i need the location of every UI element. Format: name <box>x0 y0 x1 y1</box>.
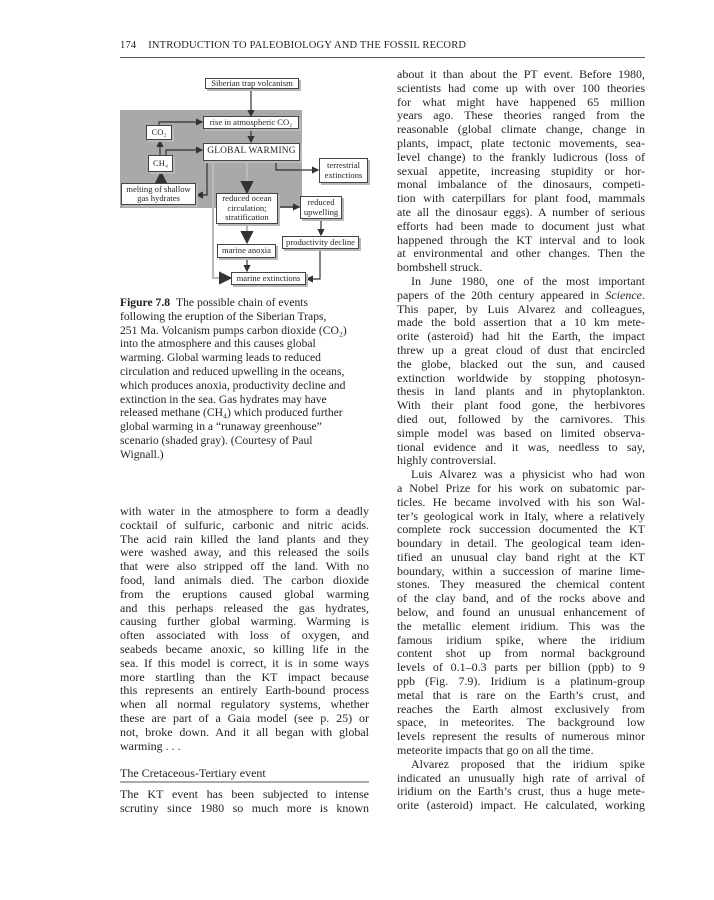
caption-line: 251 Ma. Volcanism pumps carbon dioxide (CO₂) <box>120 323 347 337</box>
text-line: died out, followed by the carnivores. This <box>397 411 645 426</box>
text-line: stones. They measured the chemical content <box>397 577 645 592</box>
text-line: ticles. He became involved with his son Wal- <box>397 494 645 509</box>
text-line: complete rock succession documented the KT <box>397 522 645 537</box>
text-line: ter’s geological work in Italy, where a relatively <box>397 508 645 523</box>
box-global-warming: GLOBAL WARMING <box>203 143 300 161</box>
text-line: and this perhaps released the gas hydrates, <box>120 600 369 615</box>
text-line: of the clay band, and of the rocks above and <box>397 591 645 606</box>
box-ch4: CH₄ <box>148 155 173 172</box>
text-line: not, broke down. And it all began with global <box>120 724 369 739</box>
text-line: from the eruptions caused global warming <box>120 586 369 601</box>
text-line: scientists had come up with over 100 theories <box>397 80 645 95</box>
text-line: at environmental and other changes. Then the <box>397 246 645 261</box>
figure-caption <box>120 296 375 462</box>
left-column-paragraph <box>120 505 369 753</box>
text-line: highly controversial. <box>397 453 497 468</box>
text-line: were washed away, and this released the soils <box>120 545 369 560</box>
text-line: with water in the atmosphere to form a deadly <box>120 504 369 518</box>
text-line: these are part of a Gaia model (see p. 25) or <box>120 710 369 725</box>
section-heading: The Cretaceous-Tertiary event <box>120 766 266 780</box>
text-line: the globe, blacked out the sun, and caused <box>397 356 645 371</box>
text-line: food, land animals died. The carbon dioxide <box>120 572 369 587</box>
text-line: causing further global warming. Warming is <box>120 614 369 629</box>
right-column <box>397 68 645 813</box>
text-line: warming . . . <box>120 738 181 753</box>
caption-line: released methane (CH₄) which produced further <box>120 406 343 420</box>
page-number: 174 <box>120 40 137 51</box>
left-column-paragraph-2 <box>120 788 369 816</box>
text-line: monal imbalance of the dinosaurs, competi- <box>397 177 645 192</box>
box-rise-in-co2: rise in atmospheric CO₂ <box>203 116 299 129</box>
caption-line: Wignall.) <box>120 447 164 461</box>
box-marine-extinctions: marine extinctions <box>231 272 306 285</box>
text-line: happened through the KT interval and to look <box>397 232 645 247</box>
text-line: more startling than the KT impact because <box>120 669 369 684</box>
text-line: threw up a great cloud of dust that encircled <box>397 342 645 357</box>
box-melting-gas-hydrates: melting of shallow gas hydrates <box>121 183 196 205</box>
text-line: made the bold assertion that a 10 km mete- <box>397 315 645 330</box>
text-line: tified an unusual clay band right at the KT <box>397 549 645 564</box>
caption-line <box>120 296 375 310</box>
text-line: iridium on the Earth’s crust, thus a huge mete- <box>397 784 645 799</box>
box-reduced-upwelling: reduced upwelling <box>300 196 342 219</box>
caption-text: The possible chain of events <box>176 296 309 309</box>
text-line: In June 1980, one of the most important <box>411 273 645 288</box>
text-line: plants, impact, plate tectonic movements, sea- <box>397 135 645 150</box>
caption-line: scenario (shaded gray). (Courtesy of Paul <box>120 433 313 447</box>
text-line: sea. If this model is correct, it is in some ways <box>120 655 369 670</box>
text-line: below, and found an unusual enhancement of <box>397 605 645 620</box>
running-title: INTRODUCTION TO PALEOBIOLOGY AND THE FOSSIL RECORD <box>148 40 467 51</box>
box-reduced-ocean-circulation: reduced ocean circulation; stratification <box>216 193 278 224</box>
box-marine-anoxia: marine anoxia <box>217 244 276 258</box>
text-line: reaches the Earth almost exclusively from <box>397 701 645 716</box>
section-heading-rule <box>120 781 369 783</box>
text-line: famous iridium spike, where the iridium <box>397 632 645 647</box>
caption-line: global warming in a “runaway greenhouse” <box>120 420 322 434</box>
caption-line: which produces anoxia, productivity decline and <box>120 378 346 392</box>
text-line: The KT event has been subjected to intense <box>120 787 369 801</box>
box-terrestrial-extinctions: terrestrial extinctions <box>319 158 368 183</box>
text-line: boundary, within a succession of marine lime- <box>397 563 645 578</box>
box-siberian-trap-volcanism: Siberian trap volcanism <box>205 78 299 89</box>
text-line: ppb (Fig. 7.9). Iridium is a platinum-group <box>397 674 645 689</box>
caption-line: circulation and reduced upwelling in the oceans, <box>120 364 345 378</box>
text-line: that were also stripped off the land. With no <box>120 559 369 574</box>
text-line: levels represent the results of numerous minor <box>397 729 645 744</box>
text-line: scrutiny since 1980 so much more is known <box>120 800 369 815</box>
text-line: Alvarez proposed that the iridium spike <box>411 756 645 771</box>
text-line: orite (asteroid) had hit the Earth, the impact <box>397 329 645 344</box>
box-co2: CO₂ <box>146 125 172 140</box>
text-line: content shot up from normal background <box>397 646 645 661</box>
arrow-warming-to-hydrates <box>197 161 207 195</box>
text-line: simple model was based on limited observa- <box>397 425 645 440</box>
arrow-warming-to-terrestrial <box>276 161 318 170</box>
caption-line: extinction in the sea. Gas hydrates may have <box>120 392 327 406</box>
text-line: space, in meteorites. The background low <box>397 715 645 730</box>
text-line: tional evidence and it was, needless to say, <box>397 439 645 454</box>
text-line: level change) to the frankly ludicrous (loss of <box>397 149 645 164</box>
text-line: With their plant food gone, the herbivores <box>397 398 645 413</box>
text-line: seabeds became anoxic, so killing life in the <box>120 641 369 656</box>
text-line: bombshell struck. <box>397 260 483 275</box>
text-line: a Nobel Prize for his work on subatomic par- <box>397 480 645 495</box>
text-line: cocktail of sulfuric, carbonic and nitric acids. <box>120 517 369 532</box>
text-line: when all normal regulatory systems, whether <box>120 697 369 712</box>
text-line: papers of the 20th century appeared in Science. <box>397 287 645 302</box>
caption-line: warming. Global warming leads to reduced <box>120 351 321 365</box>
text-line: efforts had been made to document just what <box>397 218 645 233</box>
text-line: extinction worldwide by stopping photosyn- <box>397 370 645 385</box>
text-line: The acid rain killed the land plants and they <box>120 531 369 546</box>
caption-line: into the atmosphere and this causes global <box>120 337 316 351</box>
text-line: ate all the dinosaur eggs). A number of serious <box>397 204 645 219</box>
text-line: This paper, by Luis Alvarez and colleagues, <box>397 301 645 316</box>
text-line: this represents an entirely Earth-bound process <box>120 683 369 698</box>
arrow-productivity-to-marine-ext <box>307 249 320 279</box>
text-line: metal that is rare on the Earth’s crust, and <box>397 687 645 702</box>
text-line: often associated with loss of oxygen, and <box>120 628 369 643</box>
text-line: levels of 0.1–0.3 parts per billion (ppb) to 9 <box>397 660 645 675</box>
text-line: sexual appetite, increasing stupidity or hor- <box>397 163 645 178</box>
text-line: indicated an unusually high rate of arrival of <box>397 770 645 785</box>
text-line: Luis Alvarez was a physicist who had won <box>411 467 645 482</box>
caption-line: following the eruption of the Siberian Traps, <box>120 309 327 323</box>
text-line: about it than about the PT event. Before 1980, <box>397 67 645 81</box>
box-productivity-decline: productivity decline <box>282 236 359 249</box>
text-line: boundary in detail. The geological team iden- <box>397 536 645 551</box>
figure-label: Figure 7.8 <box>120 296 171 309</box>
text-line: thesis in land plants and in phytoplankton. <box>397 384 645 399</box>
text-line: for what might have happened 65 million <box>397 94 645 109</box>
text-line: meteorite impacts that go on all the time. <box>397 743 594 758</box>
text-line: reasonable (global climate change, change in <box>397 122 645 137</box>
text-line: tion with caterpillars for plant food, mammals <box>397 191 645 206</box>
text-line: orite (asteroid) impact. He calculated, working <box>397 798 645 813</box>
text-line: the metallic element iridium. This was the <box>397 618 645 633</box>
text-line: years ago. These theories ranged from the <box>397 108 645 123</box>
